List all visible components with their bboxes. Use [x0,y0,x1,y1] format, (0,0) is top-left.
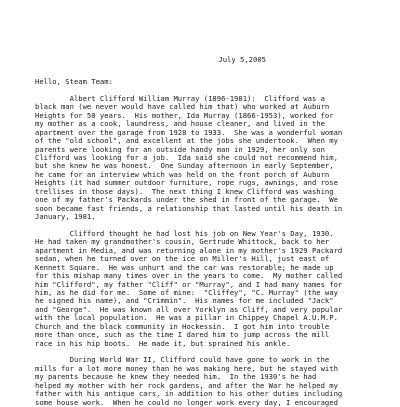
text-line: one of my father's Packards under the shed in front of the garage. We [35,195,338,205]
text-line: Church and the black community in Hockessin. I got him into trouble [35,321,330,331]
paragraph-1 [35,95,369,222]
text-line: soon became fast friends, a relationship that lasted until his death in [35,203,343,213]
paragraph-3 [35,356,369,407]
text-line: He had taken my grandmother's cousin, Gertrude Whittock, back to her [35,237,330,247]
text-line: Albert Clifford William Murray (1896-1981): Clifford was a [35,93,325,103]
text-line: During World War II, Clifford could have gone to work in the [35,355,330,365]
text-line: trellises in those days). The next thing I knew Clifford was washing [35,186,334,196]
greeting: Hello, Steam Team: [35,77,113,86]
text-line: my mother as a cook, laundress, and house cleaner, and lived in the [35,119,325,129]
text-line: mills for a lot more money than he was making here, but he stayed with [35,363,338,373]
text-line: him, as he did for me. Some of mine: "Cliffey", "C. Murray" (the way [35,287,338,297]
text-line: apartment in Media, and was returning alone in my mother's 1929 Packard [35,245,343,255]
text-line: for this mishap many times over in the years to come. My mother called [35,271,343,281]
text-line: Heights for 50 years. His mother, Ida Murray (1866-1953), worked for [35,110,334,120]
text-line: Kennett Square. He was unhurt and the car was restorable; he made up [35,262,334,272]
text-line: apartment over the garage from 1928 to 1933. She was a wonderful woman [35,127,343,137]
text-line: with the local population. He was a pillar in Chippey Chapel A.U.M.P. [35,313,338,323]
letter-date: July 5,2005 [218,55,266,64]
text-line: Heights (it had summer outdoor furniture, rope rugs, awnings, and rose [35,178,338,188]
text-line: my parents because he knew they needed him. In the 1930's he had [35,372,317,382]
letter-body [35,78,369,407]
text-line: black man (we never would have called him that) who worked at Auburn [35,102,330,112]
text-line: parents were looking for an outside handy man in 1929, her only son [35,144,325,154]
text-line: father with his antique cars, in addition to his other duties including [35,389,343,399]
text-line: of the "old school", and excellent at the jobs she undertook. When my [35,136,338,146]
text-line: but she knew he was honest. One Sunday afternoon in early September, [35,161,334,171]
text-line: Clifford was looking for a job. Ida said she could not recommend him, [35,152,338,162]
text-line: and "George". He was known all over Yorklyn as Cliff, and very popular [35,304,343,314]
text-line: sedan, when he turned over on the ice on Miller's Hill, just east of [35,254,330,264]
text-line: Clifford thought he had lost his job on New Year's Day, 1930. [35,228,334,238]
text-line: he came for an interview which was held on the front porch of Auburn [35,169,330,179]
paragraph-2 [35,230,369,348]
text-line: more than once, such as the time I dared him to jump across the mill [35,330,330,340]
text-line: he signed his name), and "Crimmin". His names for me included "Jack" [35,296,334,306]
text-line: January, 1981. [35,212,96,221]
text-line: helped my mother with her rock gardens, and after the War he helped my [35,380,338,390]
text-line: some house work. When he could no longer work every day, I encouraged [35,397,338,407]
text-line: him "Clifford", my father "Cliff" or "Murray", and I had many names for [35,279,343,289]
text-line: race in his hip boots. He made it, but sprained his ankle. [35,338,291,348]
